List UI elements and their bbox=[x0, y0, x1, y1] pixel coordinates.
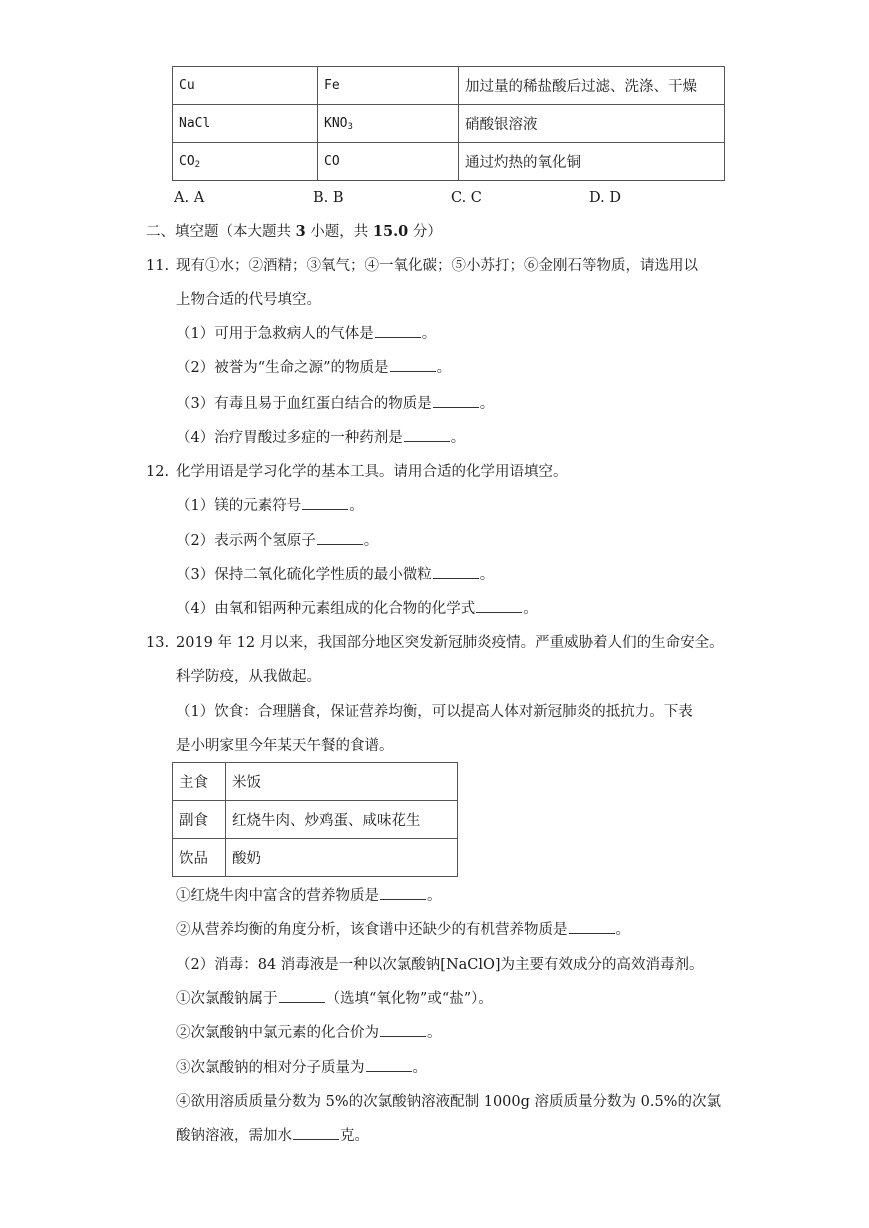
answer-blank[interactable] bbox=[279, 989, 325, 1003]
table-cell bbox=[173, 143, 318, 181]
answer-blank[interactable] bbox=[380, 886, 426, 900]
punct: 。 bbox=[479, 396, 495, 412]
item-text: 酸钠溶液，需加水 bbox=[176, 1128, 292, 1144]
table-cell: Cu bbox=[173, 67, 318, 105]
item-text: ②次氯酸钠中氯元素的化合价为 bbox=[176, 1025, 379, 1041]
section-title-text: 分） bbox=[408, 224, 442, 240]
formula-kno3: KNO bbox=[324, 115, 348, 131]
choice-d: D. D bbox=[589, 190, 621, 206]
item-text: ①次氯酸钠属于 bbox=[176, 991, 278, 1007]
question-stem: 2019 年 12 月以来，我国部分地区突发新冠肺炎疫情。严重威胁着人们的生命安全。 bbox=[176, 635, 724, 651]
table-cell bbox=[318, 105, 459, 143]
section-title bbox=[146, 222, 442, 242]
answer-blank[interactable] bbox=[375, 324, 421, 338]
paragraph: （1）饮食：合理膳食，保证营养均衡，可以提高人体对新冠肺炎的抵抗力。下表 bbox=[176, 704, 693, 720]
table-cell: 主食 bbox=[173, 763, 226, 801]
table-row bbox=[173, 801, 458, 839]
answer-blank[interactable] bbox=[569, 920, 615, 934]
answer-blank[interactable] bbox=[433, 565, 479, 579]
table-cell: NaCl bbox=[173, 105, 318, 143]
question-number: 13. bbox=[146, 635, 170, 651]
question-item bbox=[176, 324, 436, 344]
item-text: （4）由氧和铝两种元素组成的化合物的化学式 bbox=[176, 601, 476, 617]
table-cell: 米饭 bbox=[226, 763, 458, 801]
item-text: ①红烧牛肉中富含的营养物质是 bbox=[176, 888, 379, 904]
answer-blank[interactable] bbox=[433, 394, 479, 408]
item-text: （3）有毒且易于血红蛋白结合的物质是 bbox=[176, 396, 432, 412]
question-item bbox=[176, 531, 378, 551]
section-title-text: 二、填空题（本大题共 bbox=[146, 224, 296, 240]
question-item bbox=[176, 1058, 427, 1078]
item-text: ③次氯酸钠的相对分子质量为 bbox=[176, 1060, 365, 1076]
punct: 。 bbox=[412, 1060, 427, 1076]
question-stem: 上物合适的代号填空。 bbox=[176, 292, 321, 308]
question-stem: 科学防疫，从我做起。 bbox=[176, 669, 321, 685]
item-text: ②从营养均衡的角度分析，该食谱中还缺少的有机营养物质是 bbox=[176, 922, 568, 938]
punct: 。 bbox=[421, 326, 437, 342]
answer-blank[interactable] bbox=[302, 496, 348, 510]
menu-table bbox=[172, 762, 458, 877]
table-cell: 饮品 bbox=[173, 839, 226, 877]
choice-b: B. B bbox=[313, 190, 344, 206]
section-count: 3 bbox=[295, 223, 306, 240]
question-item bbox=[176, 565, 494, 585]
subscript: 2 bbox=[194, 159, 201, 170]
subscript: 3 bbox=[347, 121, 353, 132]
item-text: （1）镁的元素符号 bbox=[176, 498, 302, 514]
answer-blank[interactable] bbox=[380, 1023, 426, 1037]
answer-blank[interactable] bbox=[317, 531, 363, 545]
item-text: （1）可用于急救病人的气体是 bbox=[176, 326, 374, 342]
answer-blank[interactable] bbox=[390, 358, 436, 372]
table-row bbox=[173, 763, 458, 801]
question-item bbox=[176, 886, 442, 906]
question-item bbox=[176, 920, 630, 940]
question-item bbox=[176, 358, 451, 378]
question-number: 12. bbox=[146, 464, 170, 480]
options-table bbox=[172, 66, 725, 181]
punct: 。 bbox=[450, 430, 466, 446]
item-text: （3）保持二氧化硫化学性质的最小微粒 bbox=[176, 567, 432, 583]
question-number: 11. bbox=[146, 258, 170, 274]
punct: 。 bbox=[427, 1025, 442, 1041]
table-cell: CO bbox=[318, 143, 459, 181]
answer-blank[interactable] bbox=[476, 599, 522, 613]
question-item bbox=[176, 496, 364, 516]
table-cell: 酸奶 bbox=[226, 839, 458, 877]
table-cell: 硝酸银溶液 bbox=[459, 105, 725, 143]
table-row bbox=[173, 67, 725, 105]
item-text: （2）被誉为“生命之源”的物质是 bbox=[176, 360, 389, 376]
choice-a: A. A bbox=[174, 190, 205, 206]
question-stem: 化学用语是学习化学的基本工具。请用合适的化学用语填空。 bbox=[176, 464, 568, 480]
punct: 。 bbox=[363, 533, 379, 549]
table-cell: 通过灼热的氧化铜 bbox=[459, 143, 725, 181]
table-cell: 红烧牛肉、炒鸡蛋、咸味花生 bbox=[226, 801, 458, 839]
paragraph: （2）消毒：84 消毒液是一种以次氯酸钠[NaClO]为主要有效成分的高效消毒剂。 bbox=[176, 957, 704, 973]
question-item bbox=[176, 1126, 369, 1146]
section-score: 15.0 bbox=[372, 223, 409, 240]
question-item bbox=[176, 989, 493, 1009]
paragraph: ④欲用溶质质量分数为 5%的次氯酸钠溶液配制 1000g 溶质质量分数为 0.5%的次氯 bbox=[176, 1094, 721, 1110]
paragraph: 是小明家里今年某天午餐的食谱。 bbox=[176, 738, 394, 754]
item-text: （2）表示两个氢原子 bbox=[176, 533, 316, 549]
item-text: （4）治疗胃酸过多症的一种药剂是 bbox=[176, 430, 403, 446]
choice-c: C. C bbox=[451, 190, 482, 206]
table-cell: 加过量的稀盐酸后过滤、洗涤、干燥 bbox=[459, 67, 725, 105]
answer-blank[interactable] bbox=[404, 428, 450, 442]
question-item bbox=[176, 428, 465, 448]
punct: 。 bbox=[427, 888, 442, 904]
section-title-text: 小题，共 bbox=[305, 224, 373, 240]
question-stem: 现有①水；②酒精；③氧气；④一氧化碳；⑤小苏打；⑥金刚石等物质，请选用以 bbox=[176, 258, 698, 274]
punct: 。 bbox=[479, 567, 495, 583]
table-row bbox=[173, 143, 725, 181]
formula-co2: CO bbox=[179, 153, 195, 169]
table-cell: 副食 bbox=[173, 801, 226, 839]
question-item bbox=[176, 1023, 442, 1043]
punct: 。 bbox=[349, 498, 364, 514]
item-text: （选填“氧化物”或“盐”）。 bbox=[325, 991, 493, 1007]
punct: 。 bbox=[615, 922, 630, 938]
table-cell: Fe bbox=[318, 67, 459, 105]
item-text: 克。 bbox=[340, 1128, 369, 1144]
table-row bbox=[173, 105, 725, 143]
answer-blank[interactable] bbox=[293, 1126, 339, 1140]
punct: 。 bbox=[523, 601, 538, 617]
table-row bbox=[173, 839, 458, 877]
question-item bbox=[176, 599, 538, 619]
answer-blank[interactable] bbox=[366, 1058, 412, 1072]
punct: 。 bbox=[436, 360, 452, 376]
question-item bbox=[176, 394, 494, 414]
